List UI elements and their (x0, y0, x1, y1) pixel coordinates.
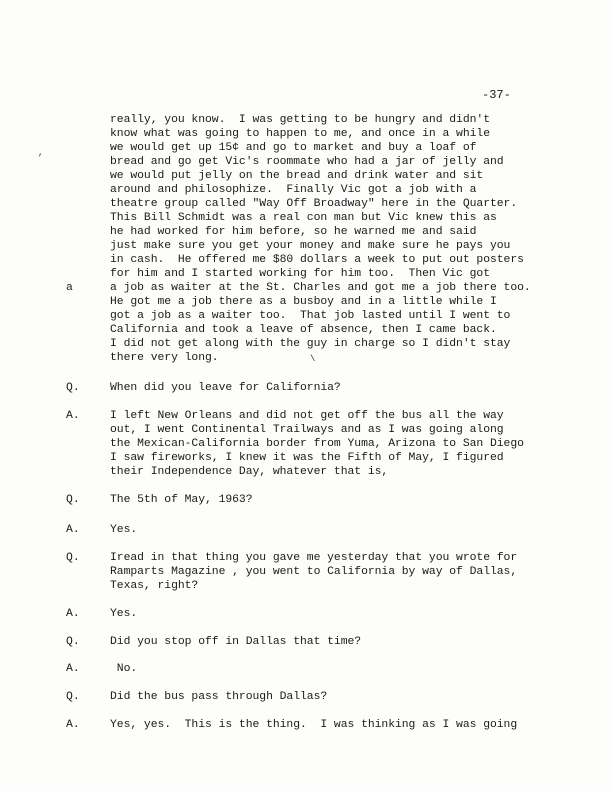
scan-speck: , (38, 148, 44, 158)
speaker-label: Q. (66, 552, 80, 564)
paragraph-line: He got me a job there as a busboy and in a little while I (110, 296, 497, 308)
paragraph-line: really, you know. I was getting to be hungry and didn't (110, 114, 490, 126)
margin-note: a (66, 282, 73, 294)
dialogue-line: Yes, yes. This is the thing. I was thinking as I was going (110, 719, 518, 731)
speaker-label: A. (66, 719, 80, 731)
dialogue-line: I left New Orleans and did not get off the bus all the way (110, 410, 504, 422)
paragraph-line: This Bill Schmidt was a real con man but Vic knew this as (110, 212, 497, 224)
dialogue-line: Iread in that thing you gave me yesterday that you wrote for (110, 552, 518, 564)
speaker-label: Q. (66, 636, 80, 648)
scan-speck: \ (310, 354, 316, 364)
page-number: -37- (482, 88, 511, 102)
paragraph-line: for him and I started working for him too. Then Vic got (110, 268, 490, 280)
dialogue-line: No. (110, 663, 138, 675)
paragraph-line: just make sure you get your money and make sure he pays you (110, 240, 511, 252)
paragraph-line: around and philosophize. Finally Vic got a job with a (110, 184, 477, 196)
paragraph-line: got a job as a waiter too. That job lasted until I went to (110, 310, 511, 322)
dialogue-line: The 5th of May, 1963? (110, 494, 253, 506)
speaker-label: A. (66, 663, 80, 675)
dialogue-line: When did you leave for California? (110, 382, 341, 394)
paragraph-line: theatre group called "Way Off Broadway" here in the Quarter. (110, 198, 518, 210)
dialogue-line: Did you stop off in Dallas that time? (110, 636, 362, 648)
dialogue-line: Yes. (110, 524, 138, 536)
paragraph-line: he had worked for him before, so he warned me and said (110, 226, 477, 238)
dialogue-line: their Independence Day, whatever that is, (110, 466, 389, 478)
paragraph-line: California and took a leave of absence, then I came back. (110, 324, 497, 336)
paragraph-line: a job as waiter at the St. Charles and got me a job there too. (110, 282, 531, 294)
paragraph-line: know what was going to happen to me, and once in a while (110, 128, 490, 140)
dialogue-line: Did the bus pass through Dallas? (110, 691, 328, 703)
speaker-label: Q. (66, 494, 80, 506)
dialogue-line: Texas, right? (110, 580, 199, 592)
dialogue-line: Ramparts Magazine , you went to California by way of Dallas, (110, 566, 518, 578)
dialogue-line: I saw fireworks, I knew it was the Fifth of May, I figured (110, 452, 504, 464)
speaker-label: A. (66, 410, 80, 422)
paragraph-line: we would get up 15¢ and go to market and buy a loaf of (110, 142, 477, 154)
speaker-label: A. (66, 524, 80, 536)
speaker-label: A. (66, 608, 80, 620)
dialogue-line: out, I went Continental Trailways and as I was going along (110, 424, 504, 436)
dialogue-line: the Mexican-California border from Yuma, Arizona to San Diego (110, 438, 524, 450)
speaker-label: Q. (66, 691, 80, 703)
speaker-label: Q. (66, 382, 80, 394)
paragraph-line: bread and go get Vic's roommate who had a jar of jelly and (110, 156, 504, 168)
paragraph-line: in cash. He offered me $80 dollars a week to put out posters (110, 254, 524, 266)
paragraph-line: there very long. (110, 352, 219, 364)
paragraph-line: we would put jelly on the bread and drink water and sit (110, 170, 484, 182)
dialogue-line: Yes. (110, 608, 138, 620)
paragraph-line: I did not get along with the guy in charge so I didn't stay (110, 338, 511, 350)
